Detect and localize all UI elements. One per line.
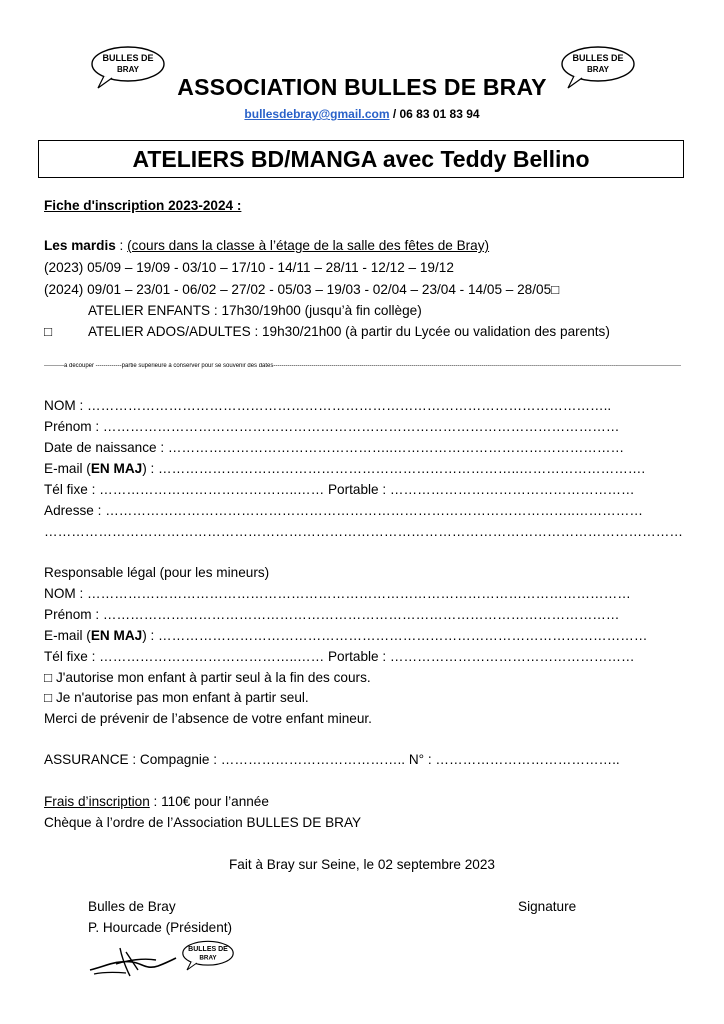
signature-president: P. Hourcade (Président) — [88, 920, 233, 935]
frais-label: Frais d’inscription — [44, 794, 150, 809]
email-link[interactable]: bullesdebray@gmail.com — [244, 107, 390, 121]
banner-title: ATELIERS BD/MANGA avec Teddy Bellino — [38, 140, 684, 178]
field-prenom[interactable]: Prénom : …………………………………………………………………………………………………… — [44, 419, 620, 434]
field-nom[interactable]: NOM : …………………………………………………………………………………………………….. — [44, 398, 612, 413]
dates-2023: (2023) 05/09 – 19/09 - 03/10 – 17/10 - 14/11 – 28/11 - 12/12 – 19/12 — [44, 260, 454, 275]
logo-text-2: BRAY — [199, 954, 217, 962]
resp-email[interactable] — [44, 628, 647, 643]
responsable-heading: Responsable légal (pour les mineurs) — [44, 565, 270, 580]
logo-small — [180, 938, 236, 974]
mardis-label: Les mardis — [44, 238, 116, 253]
cut-line: ----------à découper -------------partie supérieure à conserver pour se souvenir des dates------------------------------------------------------------------------------------------------------------------------------------------------------------------------------------------------------------ — [44, 363, 681, 369]
mardis-detail: (cours dans la classe à l’étage de la salle des fêtes de Bray) — [127, 238, 490, 253]
field-adresse-2[interactable]: …………………………………………………………………………………………………………………………… — [44, 524, 683, 539]
logo-text-2: BRAY — [117, 65, 139, 74]
handwritten-signature — [86, 940, 178, 982]
email-maj: EN MAJ — [90, 461, 143, 476]
prevenir-note: Merci de prévenir de l’absence de votre enfant mineur. — [44, 711, 372, 726]
email-post: ) : ……………………………………………………………………..………………………. — [142, 461, 646, 476]
logo-text-1: BULLES DE — [572, 53, 624, 63]
logo-text-1: BULLES DE — [188, 946, 228, 954]
frais-line — [44, 794, 269, 809]
frais-value: : 110€ pour l’année — [149, 794, 269, 809]
atelier-enfants: ATELIER ENFANTS : 17h30/19h00 (jusqu’à fin collège) — [88, 303, 422, 318]
email-maj: EN MAJ — [90, 628, 143, 643]
mardis-sep: : — [115, 238, 128, 253]
fait-a-line: Fait à Bray sur Seine, le 02 septembre 2023 — [229, 857, 495, 872]
atelier-ados-checkbox[interactable]: □ — [44, 324, 53, 339]
email-post: ) : ……………………………………………………………………………………………… — [142, 628, 648, 643]
phone: / 06 83 01 83 94 — [389, 107, 480, 121]
field-email[interactable] — [44, 461, 645, 476]
dates-2024[interactable]: (2024) 09/01 – 23/01 - 06/02 – 27/02 - 05/03 – 19/03 - 02/04 – 23/04 - 14/05 – 28/05□ — [44, 282, 560, 297]
logo-text-1: BULLES DE — [102, 53, 154, 63]
autorise-checkbox[interactable]: □ J'autorise mon enfant à partir seul à la fin des cours. — [44, 670, 371, 685]
atelier-ados: ATELIER ADOS/ADULTES : 19h30/21h00 (à partir du Lycée ou validation des parents) — [88, 324, 610, 339]
signature-label: Signature — [518, 899, 577, 914]
autorise-pas-checkbox[interactable]: □ Je n'autorise pas mon enfant à partir seul. — [44, 690, 309, 705]
assurance-field[interactable]: ASSURANCE : Compagnie : ………………………………….. N° : ………………………………….. — [44, 752, 620, 767]
signature-org: Bulles de Bray — [88, 899, 176, 914]
cheque-line: Chèque à l’ordre de l’Association BULLES DE BRAY — [44, 815, 362, 830]
logo-text-2: BRAY — [587, 65, 609, 74]
contact-line — [0, 107, 724, 121]
field-tel[interactable]: Tél fixe : ……………………………………..…… Portable : ……………………………………………… — [44, 482, 635, 497]
field-naissance[interactable]: Date de naissance : …………………………………………..…………………………………………… — [44, 440, 625, 455]
fiche-title: Fiche d'inscription 2023-2024 : — [44, 198, 242, 213]
resp-tel[interactable]: Tél fixe : ……………………………………..…… Portable : ……………………………………………… — [44, 649, 635, 664]
resp-nom[interactable]: NOM : ………………………………………………………………………………………………………… — [44, 586, 631, 601]
email-pre: E-mail ( — [44, 628, 91, 643]
resp-prenom[interactable]: Prénom : …………………………………………………………………………………………………… — [44, 607, 620, 622]
field-adresse[interactable]: Adresse : …………………………………………………………………………………………..…………… — [44, 503, 643, 518]
email-pre: E-mail ( — [44, 461, 91, 476]
mardis-line — [44, 238, 489, 253]
association-title: ASSOCIATION BULLES DE BRAY — [177, 74, 547, 100]
